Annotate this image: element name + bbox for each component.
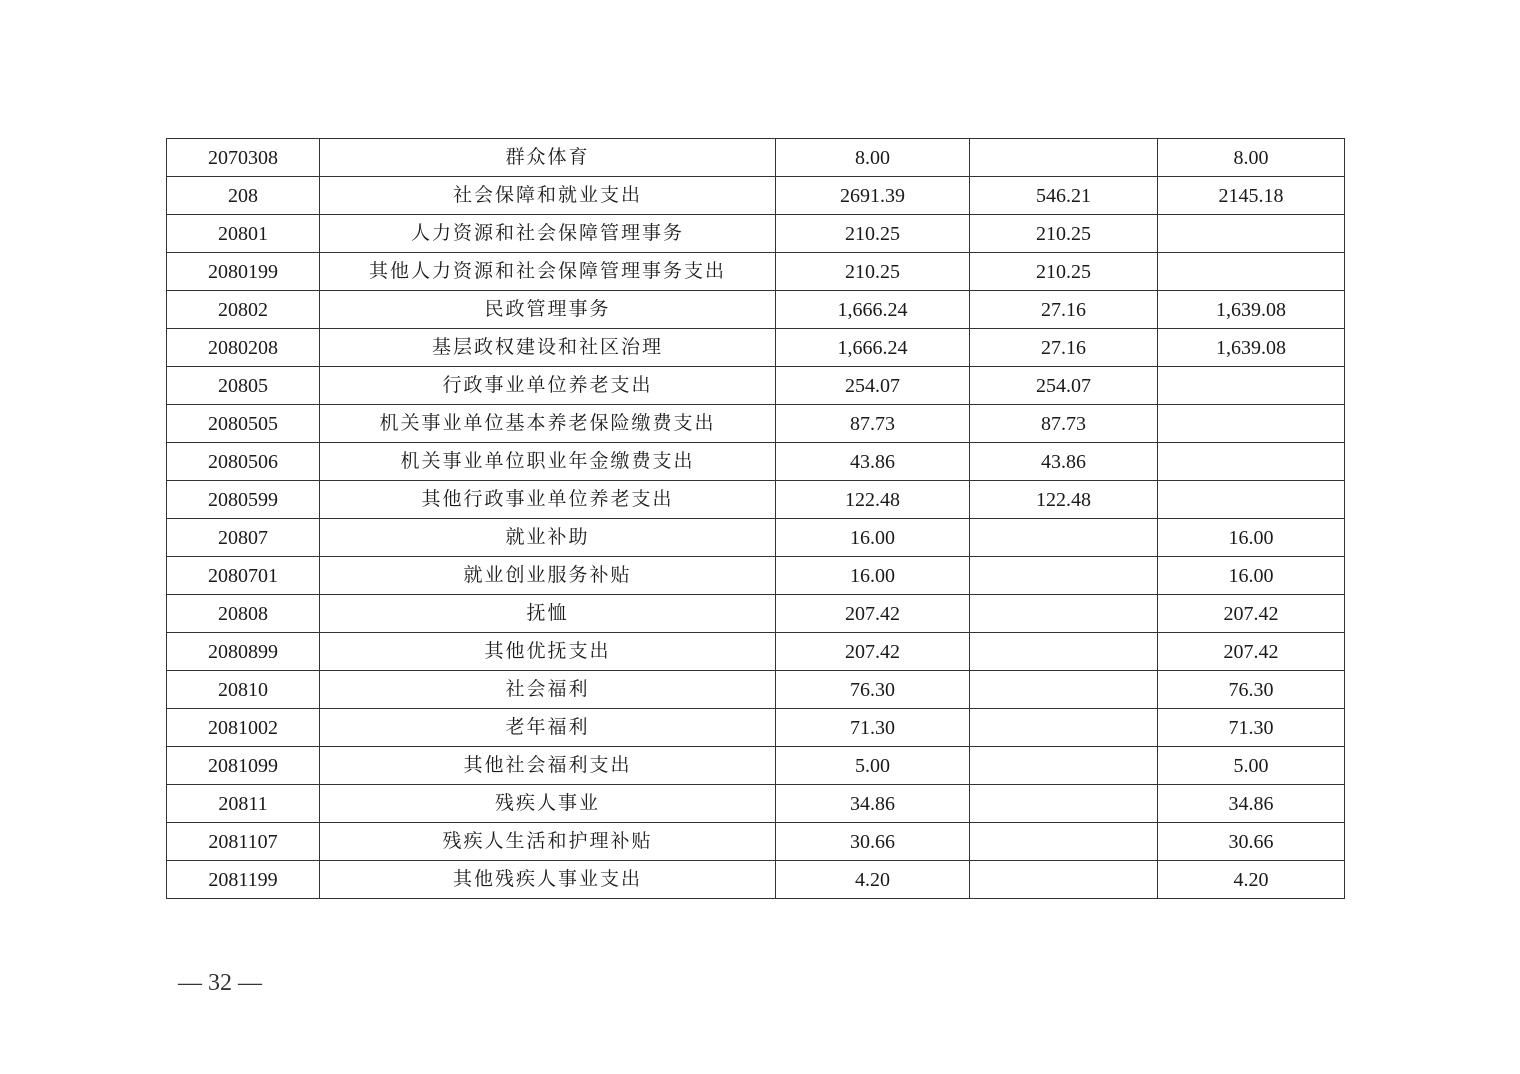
- table-row: [167, 671, 1345, 709]
- code-cell: 20808: [167, 595, 320, 633]
- basic-cell: [970, 785, 1158, 823]
- code-cell: 20810: [167, 671, 320, 709]
- project-cell: 207.42: [1158, 595, 1345, 633]
- name-cell: 老年福利: [320, 709, 776, 747]
- project-cell: 2145.18: [1158, 177, 1345, 215]
- code-cell: 2070308: [167, 139, 320, 177]
- basic-cell: 210.25: [970, 215, 1158, 253]
- table-row: [167, 633, 1345, 671]
- project-cell: 1,639.08: [1158, 329, 1345, 367]
- total-cell: 254.07: [776, 367, 970, 405]
- basic-cell: [970, 139, 1158, 177]
- basic-cell: [970, 823, 1158, 861]
- code-cell: 20811: [167, 785, 320, 823]
- total-cell: 76.30: [776, 671, 970, 709]
- total-cell: 207.42: [776, 633, 970, 671]
- name-cell: 其他优抚支出: [320, 633, 776, 671]
- total-cell: 122.48: [776, 481, 970, 519]
- basic-cell: [970, 861, 1158, 899]
- basic-cell: 27.16: [970, 291, 1158, 329]
- name-cell: 行政事业单位养老支出: [320, 367, 776, 405]
- code-cell: 2080208: [167, 329, 320, 367]
- project-cell: [1158, 215, 1345, 253]
- table-row: [167, 291, 1345, 329]
- basic-cell: 87.73: [970, 405, 1158, 443]
- project-cell: 30.66: [1158, 823, 1345, 861]
- code-cell: 20807: [167, 519, 320, 557]
- table-row: [167, 139, 1345, 177]
- code-cell: 2081199: [167, 861, 320, 899]
- basic-cell: [970, 595, 1158, 633]
- name-cell: 人力资源和社会保障管理事务: [320, 215, 776, 253]
- basic-cell: 122.48: [970, 481, 1158, 519]
- code-cell: 20801: [167, 215, 320, 253]
- table-row: [167, 709, 1345, 747]
- name-cell: 机关事业单位基本养老保险缴费支出: [320, 405, 776, 443]
- project-cell: 8.00: [1158, 139, 1345, 177]
- table-body: [167, 139, 1345, 899]
- total-cell: 4.20: [776, 861, 970, 899]
- name-cell: 其他人力资源和社会保障管理事务支出: [320, 253, 776, 291]
- total-cell: 1,666.24: [776, 329, 970, 367]
- basic-cell: 546.21: [970, 177, 1158, 215]
- total-cell: 8.00: [776, 139, 970, 177]
- project-cell: [1158, 405, 1345, 443]
- total-cell: 2691.39: [776, 177, 970, 215]
- name-cell: 民政管理事务: [320, 291, 776, 329]
- table-row: [167, 557, 1345, 595]
- total-cell: 16.00: [776, 557, 970, 595]
- basic-cell: 43.86: [970, 443, 1158, 481]
- code-cell: 2080505: [167, 405, 320, 443]
- basic-cell: [970, 709, 1158, 747]
- name-cell: 其他残疾人事业支出: [320, 861, 776, 899]
- project-cell: 1,639.08: [1158, 291, 1345, 329]
- table-row: [167, 405, 1345, 443]
- code-cell: 20802: [167, 291, 320, 329]
- budget-table: [166, 138, 1345, 899]
- table-row: [167, 329, 1345, 367]
- table-row: [167, 519, 1345, 557]
- name-cell: 就业补助: [320, 519, 776, 557]
- total-cell: 5.00: [776, 747, 970, 785]
- table-row: [167, 253, 1345, 291]
- code-cell: 2080701: [167, 557, 320, 595]
- project-cell: 207.42: [1158, 633, 1345, 671]
- name-cell: 社会保障和就业支出: [320, 177, 776, 215]
- basic-cell: [970, 557, 1158, 595]
- table-row: [167, 215, 1345, 253]
- name-cell: 机关事业单位职业年金缴费支出: [320, 443, 776, 481]
- code-cell: 2080199: [167, 253, 320, 291]
- basic-cell: [970, 747, 1158, 785]
- name-cell: 社会福利: [320, 671, 776, 709]
- table-row: [167, 785, 1345, 823]
- code-cell: 2081107: [167, 823, 320, 861]
- project-cell: [1158, 253, 1345, 291]
- total-cell: 87.73: [776, 405, 970, 443]
- project-cell: 4.20: [1158, 861, 1345, 899]
- project-cell: 34.86: [1158, 785, 1345, 823]
- total-cell: 34.86: [776, 785, 970, 823]
- total-cell: 16.00: [776, 519, 970, 557]
- code-cell: 2081099: [167, 747, 320, 785]
- project-cell: [1158, 443, 1345, 481]
- total-cell: 1,666.24: [776, 291, 970, 329]
- total-cell: 71.30: [776, 709, 970, 747]
- project-cell: 16.00: [1158, 557, 1345, 595]
- basic-cell: [970, 633, 1158, 671]
- basic-cell: 210.25: [970, 253, 1158, 291]
- table-row: [167, 177, 1345, 215]
- page-number: — 32 —: [178, 970, 262, 996]
- basic-cell: [970, 671, 1158, 709]
- total-cell: 210.25: [776, 215, 970, 253]
- name-cell: 残疾人事业: [320, 785, 776, 823]
- table-row: [167, 481, 1345, 519]
- table-row: [167, 367, 1345, 405]
- name-cell: 其他社会福利支出: [320, 747, 776, 785]
- code-cell: 2080506: [167, 443, 320, 481]
- table-row: [167, 861, 1345, 899]
- project-cell: 16.00: [1158, 519, 1345, 557]
- basic-cell: [970, 519, 1158, 557]
- table-row: [167, 443, 1345, 481]
- code-cell: 20805: [167, 367, 320, 405]
- name-cell: 基层政权建设和社区治理: [320, 329, 776, 367]
- name-cell: 抚恤: [320, 595, 776, 633]
- basic-cell: 254.07: [970, 367, 1158, 405]
- code-cell: 2080599: [167, 481, 320, 519]
- name-cell: 群众体育: [320, 139, 776, 177]
- table-row: [167, 747, 1345, 785]
- total-cell: 43.86: [776, 443, 970, 481]
- code-cell: 2080899: [167, 633, 320, 671]
- code-cell: 2081002: [167, 709, 320, 747]
- project-cell: 71.30: [1158, 709, 1345, 747]
- project-cell: [1158, 367, 1345, 405]
- basic-cell: 27.16: [970, 329, 1158, 367]
- total-cell: 207.42: [776, 595, 970, 633]
- table-row: [167, 595, 1345, 633]
- name-cell: 残疾人生活和护理补贴: [320, 823, 776, 861]
- project-cell: 76.30: [1158, 671, 1345, 709]
- code-cell: 208: [167, 177, 320, 215]
- name-cell: 其他行政事业单位养老支出: [320, 481, 776, 519]
- total-cell: 210.25: [776, 253, 970, 291]
- total-cell: 30.66: [776, 823, 970, 861]
- project-cell: 5.00: [1158, 747, 1345, 785]
- table-row: [167, 823, 1345, 861]
- name-cell: 就业创业服务补贴: [320, 557, 776, 595]
- project-cell: [1158, 481, 1345, 519]
